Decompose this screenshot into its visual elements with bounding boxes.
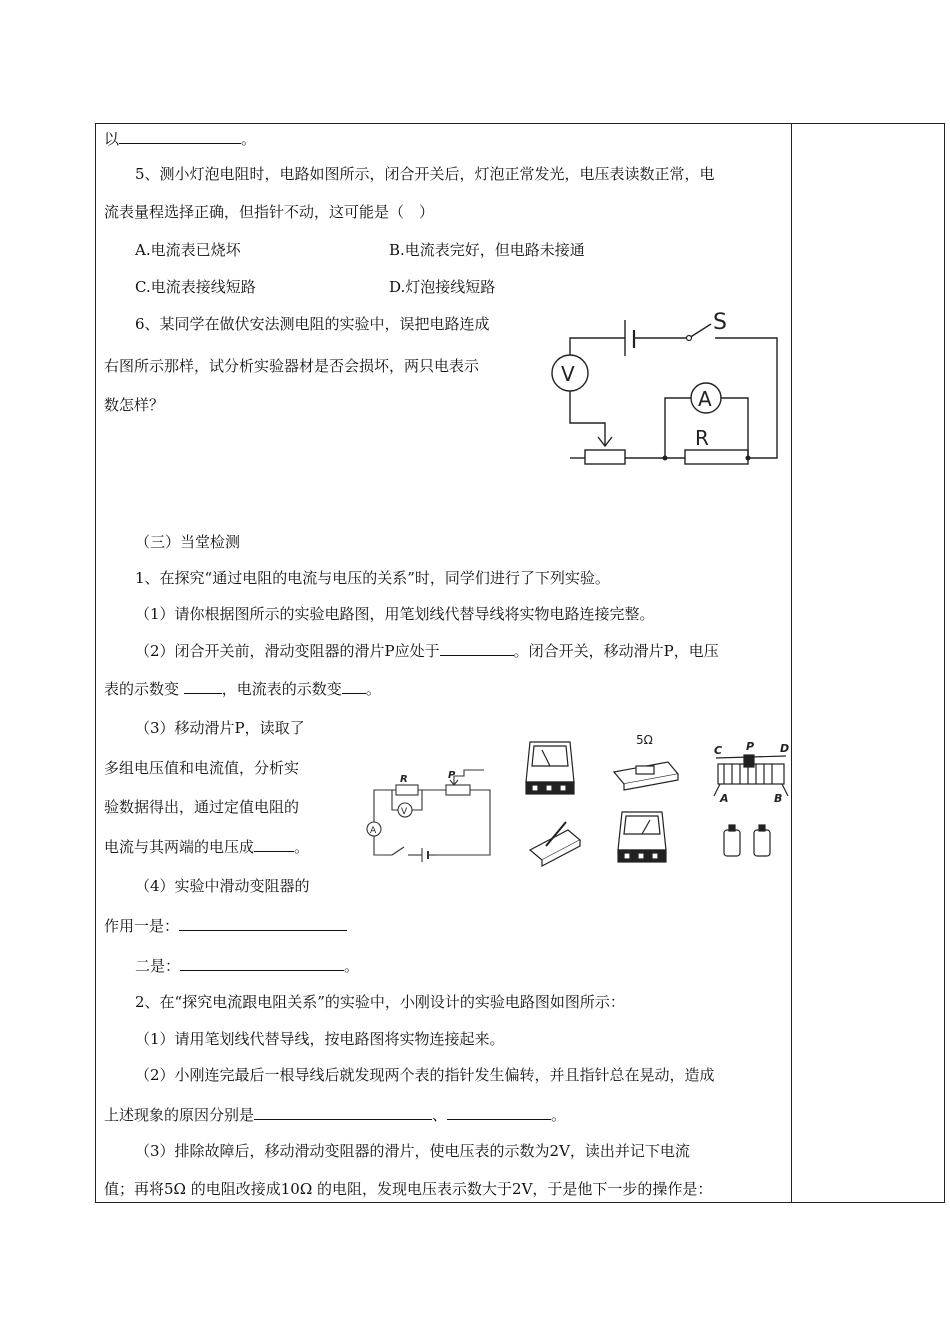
q5-option-b: B.电流表完好，但电路未接通 bbox=[389, 241, 585, 259]
battery-icon bbox=[724, 825, 770, 856]
t2-part2-line1: （2）小刚连完最后一根导线后就发现两个表的指针发生偏转，并且指针总在晃动，造成 bbox=[135, 1066, 715, 1084]
t1-intro: 1、在探究“通过电阻的电流与电压的关系”时，同学们进行了下列实验。 bbox=[135, 569, 610, 587]
t1-part3-line4: 电流与其两端的电压成 。 bbox=[104, 838, 310, 856]
resistor-label: R bbox=[400, 774, 408, 785]
q6-line1: 6、某同学在做伏安法测电阻的实验中，误把电路连成 bbox=[135, 315, 490, 333]
apparatus-illustrations bbox=[518, 722, 793, 872]
answer-blank[interactable] bbox=[184, 678, 222, 694]
answer-blank[interactable] bbox=[119, 128, 241, 144]
rheostat-label: D bbox=[780, 742, 790, 755]
t1-part3-line1: （3）移动滑片P，读取了 bbox=[135, 719, 305, 737]
t2-part3-line1: （3）排除故障后，移动滑动变阻器的滑片，使电压表的示数为2V，读出并记下电流 bbox=[135, 1142, 690, 1160]
q5-line1: 5、测小灯泡电阻时，电路如图所示，闭合开关后，灯泡正常发光，电压表读数正常，电 bbox=[135, 165, 715, 183]
t2-part1: （1）请用笔划线代替导线，按电路图将实物连接起来。 bbox=[135, 1030, 505, 1048]
answer-blank[interactable] bbox=[342, 678, 366, 694]
voltmeter-label: V bbox=[561, 362, 575, 386]
ammeter-icon bbox=[526, 742, 574, 794]
slider-label: P bbox=[448, 770, 456, 781]
rheostat-icon bbox=[714, 740, 789, 805]
voltmeter-icon bbox=[618, 812, 666, 862]
t1-part2-line1: （2）闭合开关前，滑动变阻器的滑片P应处于 。闭合开关，移动滑片P，电压 bbox=[135, 642, 719, 660]
t1-part4-line1: （4）实验中滑动变阻器的 bbox=[135, 877, 310, 895]
q5-option-d: D.灯泡接线短路 bbox=[389, 278, 496, 296]
resistor-value: 5Ω bbox=[636, 733, 653, 747]
q6-line2: 右图所示那样，试分析实验器材是否会损坏，两只电表示 bbox=[104, 357, 480, 375]
t1-part4-line2: 作用一是： bbox=[104, 915, 347, 936]
t1-part2-line2: 表的示数变 ，电流表的示数变 。 bbox=[104, 680, 381, 698]
t1-part3-line2: 多组电压值和电流值，分析实 bbox=[104, 759, 300, 777]
t1-part4-line3: 二是： 。 bbox=[135, 957, 360, 975]
rheostat-label: A bbox=[720, 792, 729, 805]
resistor-icon bbox=[614, 733, 678, 790]
circuit-diagram-t1 bbox=[356, 766, 496, 862]
circuit-diagram-q6 bbox=[545, 300, 785, 475]
answer-blank[interactable] bbox=[440, 640, 514, 656]
t1-part1: （1）请你根据图所示的实验电路图，用笔划线代替导线将实物电路连接完整。 bbox=[135, 605, 655, 623]
q5-option-a: A.电流表已烧坏 bbox=[135, 241, 241, 259]
t1-part3-line3: 验数据得出，通过定值电阻的 bbox=[104, 798, 300, 816]
table-column-divider bbox=[791, 123, 792, 1203]
t2-intro: 2、在“探究电流跟电阻关系”的实验中，小刚设计的实验电路图如图所示： bbox=[135, 993, 625, 1011]
ammeter-label: A bbox=[698, 387, 712, 411]
rheostat-label: B bbox=[774, 792, 783, 805]
rheostat-label: C bbox=[714, 744, 723, 757]
answer-blank[interactable] bbox=[179, 915, 347, 931]
t2-part3-line2: 值；再将5Ω 的电阻改接成10Ω 的电阻，发现电压表示数大于2V，于是他下一步的操作是： bbox=[104, 1180, 713, 1198]
q5-line2: 流表量程选择正确，但指针不动，这可能是（ ） bbox=[104, 203, 435, 221]
resistor-label: R bbox=[695, 426, 709, 450]
q5-option-c: C.电流表接线短路 bbox=[135, 278, 256, 296]
answer-blank[interactable] bbox=[180, 955, 344, 971]
ammeter-label: A bbox=[370, 826, 377, 836]
answer-blank[interactable] bbox=[254, 1104, 432, 1120]
answer-blank[interactable] bbox=[254, 836, 294, 852]
switch-label: S bbox=[713, 310, 727, 335]
voltmeter-label: V bbox=[401, 807, 408, 817]
t2-part2-line2: 上述现象的原因分别是 、 。 bbox=[104, 1106, 567, 1124]
rheostat-label: P bbox=[746, 740, 755, 753]
section-heading: （三）当堂检测 bbox=[135, 533, 241, 551]
switch-icon bbox=[530, 822, 580, 866]
answer-blank[interactable] bbox=[447, 1104, 551, 1120]
q4-tail: 以 。 bbox=[104, 130, 257, 148]
q6-line3: 数怎样？ bbox=[104, 396, 165, 414]
